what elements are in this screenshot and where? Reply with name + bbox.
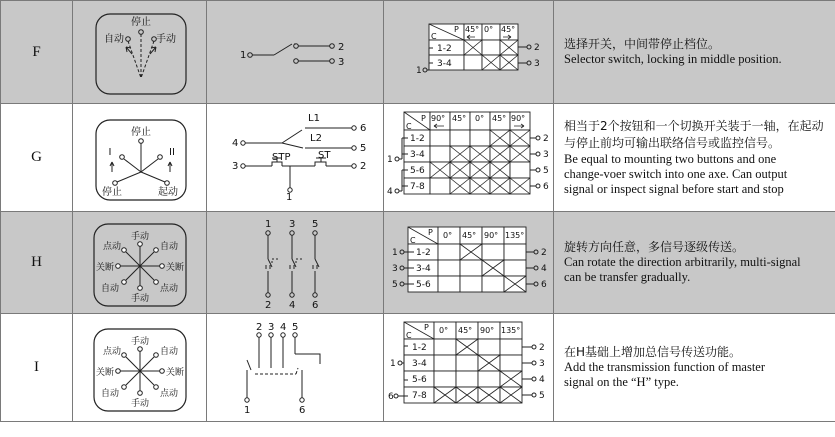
dial-label: 点动 [102,241,121,252]
description-cn: 旋转方向任意，多信号逐级传送。 [564,240,745,254]
type-code: H [1,212,73,314]
angle-label: 135° [505,230,525,240]
description-en: signal on the “H” type. [564,375,679,389]
contact-label: 5-6 [416,279,431,290]
corner-c: C [410,235,416,245]
corner-p: P [428,227,433,237]
description-en: Be equal to mounting two buttons and one [564,152,777,166]
dial-label: 点动 [102,346,121,357]
terminal-top: 4 [280,321,287,333]
right-terminal: 6 [543,181,549,192]
contact-label: 3-4 [412,358,427,369]
contact-label: 3-4 [410,149,425,160]
corner-p: P [424,322,429,332]
angle-label: 90° [484,230,499,240]
description-en: Selector switch, locking in middle position. [564,52,782,66]
terminal-6: 6 [360,122,367,134]
label-l2: L2 [310,132,322,144]
corner-p: P [421,113,426,123]
terminal-top: 1 [265,218,272,230]
dial-symbol [73,104,207,212]
table-row-i [1,314,835,422]
dial-label: 手动 [130,398,149,409]
right-terminal: 4 [541,263,547,274]
terminal-top: 5 [292,321,299,333]
contact-label: 1-2 [410,133,425,144]
dial-label-stop: 停止 [130,17,151,28]
dial-label: 自动 [159,346,178,357]
contact-label: 5-6 [410,165,425,176]
terminal-3: 3 [232,160,239,172]
contact-table [384,212,554,314]
contact-label: 3-4 [416,263,431,274]
label-l1: L1 [308,112,320,124]
dial-label-i: I [108,146,111,158]
terminal-2: 2 [360,160,367,172]
terminal-bottom: 2 [265,299,272,311]
dial-label-start: 起动 [157,186,178,198]
right-terminal: 4 [539,374,545,385]
contact-label: 1-2 [436,44,452,54]
dial-label: 点动 [159,388,178,399]
description [554,104,835,212]
left-terminal: 1 [415,66,422,76]
wiring-diagram [207,104,384,212]
left-terminal: 4 [387,186,393,197]
corner-c: C [406,121,412,131]
description-cn: 相当于2个按钮和一个切换开关装于一轴，在起动与停止前均可输出联络信号或监控信号。 [564,119,824,150]
contact-label: 5-6 [412,374,427,385]
left-terminal: 1 [390,358,396,369]
left-terminal: 1 [392,247,398,258]
right-terminal: 3 [543,149,549,160]
description-en: signal or inspect signal before start and stop [564,182,784,196]
angle-label: 0° [483,25,493,34]
right-terminal: 2 [533,43,540,53]
type-code: I [1,314,73,422]
contact-table [384,314,554,422]
angle-label: 90° [511,113,526,123]
dial-label: 自动 [100,388,119,399]
terminal-1: 1 [286,191,293,203]
right-terminal: 6 [541,279,547,290]
description [554,1,835,104]
dial-label: 关断 [95,367,114,378]
contact-table [384,104,554,212]
corner-p: P [453,25,459,34]
dial-symbol [73,212,207,314]
contact-label: 1-2 [416,247,431,258]
dial-label-stop: 停止 [130,126,151,138]
type-code: G [1,104,73,212]
dial-label: 手动 [130,231,149,242]
contact-label: 7-8 [410,181,425,192]
description [554,212,835,314]
left-terminal: 1 [387,154,393,165]
description-en: change-voer switch into one axe. Can output [564,167,788,181]
dial-symbol [73,314,207,422]
dial-label: 手动 [130,336,149,347]
wiring-diagram [207,1,384,104]
terminal-bottom: 6 [312,299,319,311]
terminal-2: 2 [338,42,345,53]
contact-label: 3-4 [436,59,452,69]
right-terminal: 3 [533,59,540,69]
terminal-bottom: 6 [299,404,306,416]
contact-label: 7-8 [412,390,427,401]
right-terminal: 3 [539,358,545,369]
right-terminal: 2 [539,342,545,353]
description-cn: 在H基础上增加总信号传送功能。 [564,345,742,359]
dial-label: 自动 [159,241,178,252]
angle-label: 45° [500,25,515,34]
angle-label: 45° [452,113,467,123]
angle-label: 45° [464,25,479,34]
contact-table [384,1,554,104]
table-row-g [1,104,835,212]
angle-label: 45° [492,113,507,123]
terminal-4: 4 [232,137,239,149]
right-terminal: 5 [539,390,545,401]
angle-label: 90° [480,325,495,335]
description-en: Can rotate the direction arbitrarily, multi-signal [564,255,801,269]
angle-label: 0° [443,230,453,240]
angle-label: 45° [458,325,473,335]
dial-label: 关断 [95,262,114,273]
angle-label: 135° [501,325,521,335]
label-st: ST [318,149,331,161]
table-row-h [1,212,835,314]
dial-label-auto: 自动 [103,34,124,45]
dial-symbol [73,1,207,104]
corner-c: C [406,330,412,340]
terminal-bottom: 4 [289,299,296,311]
angle-label: 0° [475,113,485,123]
terminal-top: 3 [268,321,275,333]
description [554,314,835,422]
angle-label: 90° [431,113,446,123]
dial-label: 关断 [165,367,184,378]
dial-label-stop2: 停止 [101,186,122,198]
label-stp: STP [272,151,291,163]
dial-label: 点动 [159,283,178,294]
terminal-1: 1 [240,50,247,61]
description-en: Add the transmission function of master [564,360,766,374]
left-terminal: 5 [392,279,398,290]
terminal-top: 3 [289,218,296,230]
right-terminal: 2 [543,133,549,144]
angle-label: 0° [439,325,449,335]
terminal-3: 3 [338,57,345,68]
dial-label: 关断 [165,262,184,273]
terminal-top: 2 [256,321,263,333]
dial-label-ii: II [168,146,175,158]
description-cn: 选择开关，中间带停止档位。 [564,37,721,51]
angle-label: 45° [462,230,477,240]
right-terminal: 2 [541,247,547,258]
terminal-top: 5 [312,218,319,230]
corner-c: C [430,32,437,41]
dial-label: 手动 [130,293,149,304]
left-terminal: 3 [392,263,398,274]
left-terminal: 6 [388,391,394,402]
table-row-f [1,1,835,104]
dial-label: 自动 [100,283,119,294]
type-code: F [1,1,73,104]
contact-label: 1-2 [412,342,427,353]
dial-label-manual: 手动 [155,34,176,45]
terminal-5: 5 [360,142,367,154]
terminal-bottom: 1 [244,404,251,416]
description-en: can be transfer gradually. [564,270,691,284]
wiring-diagram [207,314,384,422]
right-terminal: 5 [543,165,549,176]
wiring-diagram [207,212,384,314]
